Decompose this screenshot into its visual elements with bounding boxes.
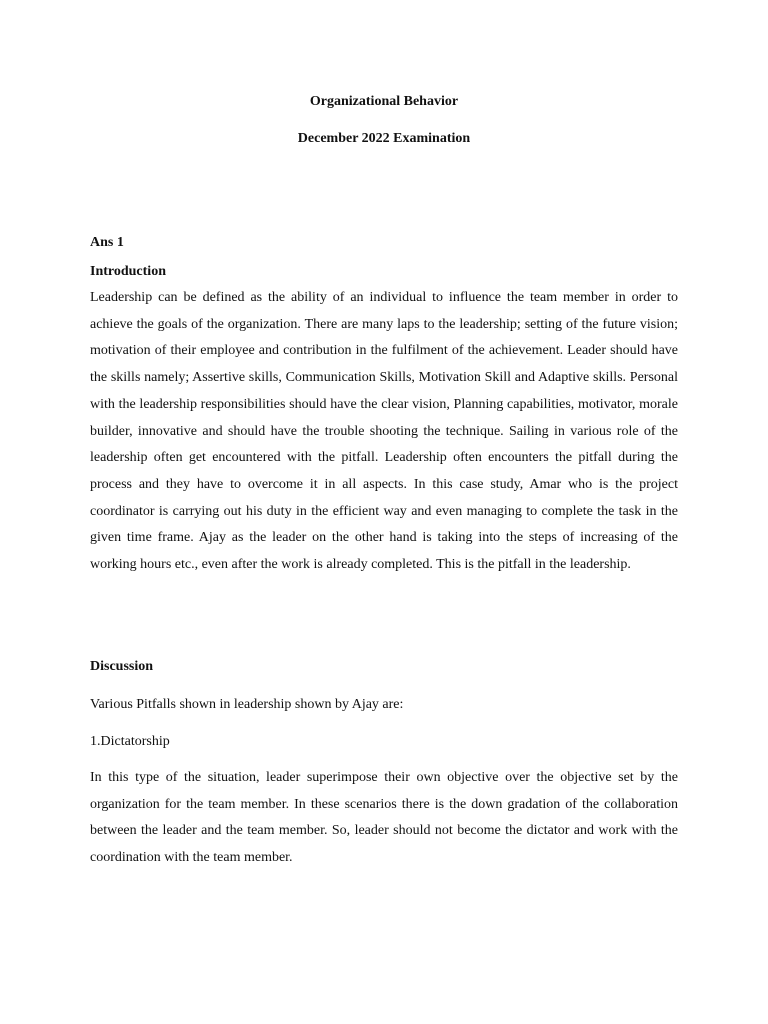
document-title: Organizational Behavior bbox=[309, 94, 459, 109]
document-subtitle: December 2022 Examination bbox=[297, 131, 471, 146]
introduction-paragraph: Leadership can be defined as the ability of an individual to influence the team member in order to achieve the goals of the organization. There are many laps to the leadership; setting of the future vision; motivation of their employee and contribution in the fulfilment of the achievement. Leader should have the skills namely; Assertive skills, Communication Skills, Motivation Skill and Adaptive skills. Personal with the leadership responsibilities should have the clear vision, Planning capabilities, motivator, morale builder, innovative and should have the trouble shooting the technique. Sailing in various role of the leadership often get encountered with the pitfall. Leadership often encounters the pitfall during the process and they have to overcome it in all aspects. In this case study, Amar who is the project coordinator is carrying out his duty in the efficient way and even managing to complete the task in the given time frame. Ajay as the leader on the other hand is taking into the steps of increasing of the working hours etc., even after the work is already completed. This is the pitfall in the leadership. bbox=[90, 290, 678, 573]
pitfall-1-paragraph: In this type of the situation, leader superimpose their own objective over the objective set by the organization for the team member. In these scenarios there is the down gradation of the collaboration between the leader and the team member. So, leader should not become the dictator and work with the coordination with the team member. bbox=[90, 770, 678, 866]
discussion-intro: Various Pitfalls shown in leadership shown by Ajay are: bbox=[90, 697, 404, 712]
answer-label: Ans 1 bbox=[90, 235, 124, 250]
introduction-heading: Introduction bbox=[90, 264, 166, 279]
discussion-heading: Discussion bbox=[90, 659, 154, 674]
pitfall-1-heading: 1.Dictatorship bbox=[90, 734, 170, 749]
